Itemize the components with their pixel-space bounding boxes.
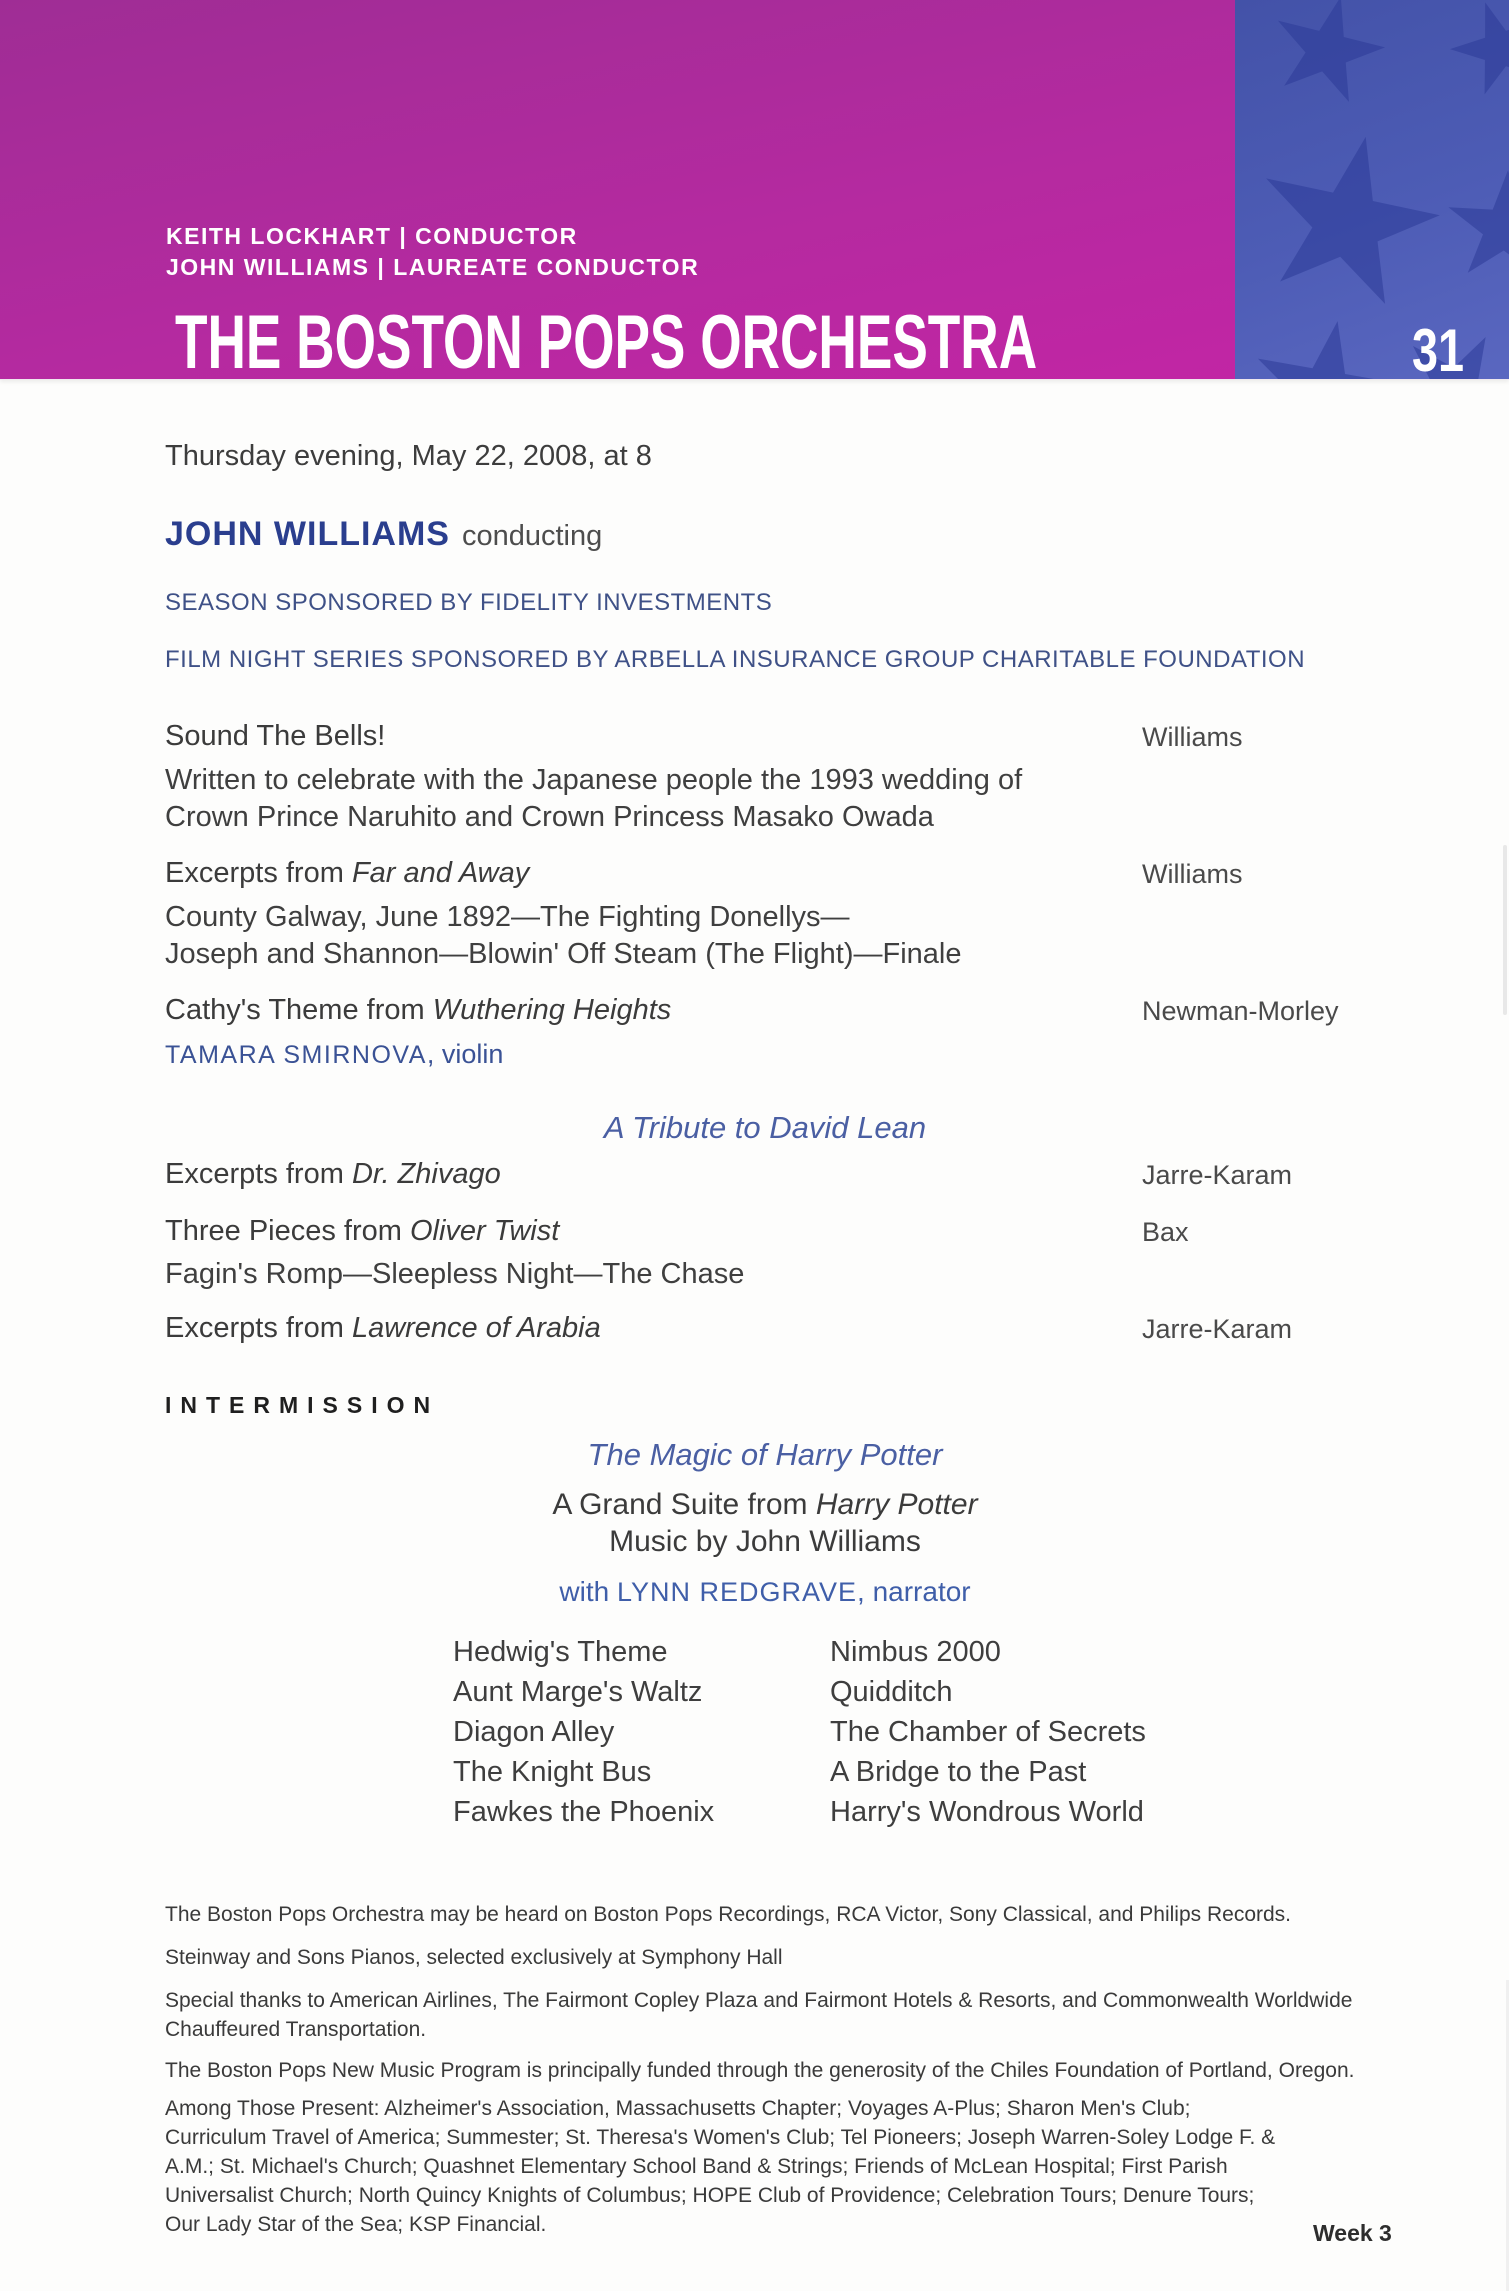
movement-item: Quidditch — [830, 1676, 953, 1708]
footnote-thanks: Special thanks to American Airlines, The Fairmont Copley Plaza and Fairmont Hotels & Resorts, and Commonwealth Worldwide Chauffeured Transportation. — [165, 1989, 1353, 2041]
concert-date: Thursday evening, May 22, 2008, at 8 — [165, 440, 652, 472]
work-note-line: Written to celebrate with the Japanese people the 1993 wedding of — [165, 764, 1023, 796]
work-title-italic: Lawrence of Arabia — [351, 1312, 601, 1344]
section-heading-tribute: A Tribute to David Lean — [603, 1110, 927, 1145]
star-panel — [1235, 0, 1509, 384]
narrator-suffix: , narrator — [857, 1576, 971, 1607]
suite-line-italic: Harry Potter — [815, 1488, 978, 1521]
scan-artifact — [1503, 845, 1507, 1015]
footnote-groups: Among Those Present: Alzheimer's Association, Massachusetts Chapter; Voyages A-Plus; Sharon Men's Club; Curriculum Travel of America; Summester; St. Theresa's Women's Club; Tel Pioneers; Joseph Warren-Soley Lodge F. & A.M.; St. Michael's Church; Quashnet Elementary School Band & Strings; Friends of McLean Hospital; First Parish Universalist Church; North Quincy Knights of Columbus; HOPE Club of Providence; Celebration Tours; Denure Tours; Our Lady Star of the Sea; KSP Financial. — [165, 2097, 1276, 2236]
conductor-line-2: JOHN WILLIAMS | LAUREATE CONDUCTOR — [166, 254, 700, 280]
conductor-credits — [166, 221, 699, 283]
work-note-line: Fagin's Romp—Sleepless Night—The Chase — [165, 1258, 745, 1290]
work-title-italic: Oliver Twist — [409, 1215, 560, 1247]
season-sponsor: SEASON SPONSORED BY FIDELITY INVESTMENTS — [165, 589, 773, 616]
conductor-role: conducting — [461, 520, 603, 552]
work-title-italic: Dr. Zhivago — [351, 1158, 501, 1190]
section-heading-magic: The Magic of Harry Potter — [587, 1437, 943, 1472]
footnote-recordings: The Boston Pops Orchestra may be heard on Boston Pops Recordings, RCA Victor, Sony Classical, and Philips Records. — [165, 1903, 1292, 1926]
music-by-line: Music by John Williams — [609, 1525, 921, 1558]
work-title — [165, 720, 385, 753]
intermission-label: INTERMISSION — [165, 1392, 440, 1418]
work-note-line: Crown Prince Naruhito and Crown Princess Masako Owada — [165, 801, 934, 833]
star-icon — [1239, 308, 1412, 379]
movement-item: Harry's Wondrous World — [830, 1796, 1144, 1828]
movement-list-right — [830, 1632, 1146, 1832]
composer: Williams — [1142, 722, 1243, 752]
composer: Jarre-Karam — [1142, 1314, 1293, 1344]
work-title — [165, 857, 529, 890]
movement-item: The Chamber of Secrets — [830, 1716, 1146, 1748]
work-title-text: Three Pieces from — [165, 1215, 410, 1247]
header-band — [0, 0, 1509, 385]
page-title: THE BOSTON POPS ORCHESTRA — [175, 300, 1038, 385]
work-notes — [165, 899, 961, 973]
movement-item: Diagon Alley — [453, 1716, 615, 1748]
movement-list-left — [453, 1632, 714, 1832]
star-icon — [1442, 167, 1509, 288]
soloist-credit — [165, 1039, 503, 1070]
page-number: 31 — [1412, 317, 1465, 384]
work-title — [165, 1158, 501, 1191]
star-icon — [1438, 0, 1509, 109]
composer: Williams — [1142, 859, 1243, 889]
footnote-new-music: The Boston Pops New Music Program is principally funded through the generosity of the Chiles Foundation of Portland, Oregon. — [165, 2059, 1355, 2082]
narrator-name: LYNN REDGRAVE — [616, 1577, 858, 1607]
narrator-credit — [165, 1576, 1365, 1608]
movement-item: Hedwig's Theme — [453, 1636, 668, 1668]
work-title-italic: Wuthering Heights — [432, 994, 672, 1026]
composer: Newman-Morley — [1142, 996, 1339, 1026]
star-icon — [1239, 118, 1456, 328]
composer: Bax — [1142, 1217, 1189, 1247]
narrator-prefix: with — [559, 1576, 617, 1607]
work-title-text: Cathy's Theme from — [165, 994, 433, 1026]
work-title-text: Excerpts from — [165, 1312, 352, 1344]
work-title-italic: Far and Away — [351, 857, 530, 889]
movement-item: Nimbus 2000 — [830, 1636, 1001, 1668]
soloist-name: TAMARA SMIRNOVA — [165, 1041, 427, 1069]
composer: Jarre-Karam — [1142, 1160, 1293, 1190]
conducting-credit — [165, 515, 602, 554]
star-icon — [1258, 0, 1396, 117]
movement-item: Aunt Marge's Waltz — [453, 1676, 703, 1708]
work-title-text: Excerpts from — [165, 857, 352, 889]
work-note-line: Joseph and Shannon—Blowin' Off Steam (The Flight)—Finale — [165, 938, 962, 970]
suite-line-text: A Grand Suite from — [552, 1488, 816, 1521]
work-title-text: Excerpts from — [165, 1158, 352, 1190]
series-sponsor: FILM NIGHT SERIES SPONSORED BY ARBELLA INSURANCE GROUP CHARITABLE FOUNDATION — [165, 646, 1306, 673]
footnote-steinway: Steinway and Sons Pianos, selected exclusively at Symphony Hall — [165, 1946, 783, 1969]
work-title-text: Sound The Bells! — [165, 720, 386, 752]
week-label: Week 3 — [1313, 2220, 1392, 2246]
work-notes — [165, 762, 1022, 836]
work-title — [165, 994, 671, 1027]
work-title — [165, 1215, 559, 1248]
movement-item: Fawkes the Phoenix — [453, 1796, 715, 1828]
soloist-role: , violin — [426, 1039, 504, 1069]
suite-line — [165, 1488, 1365, 1522]
movement-item: A Bridge to the Past — [830, 1756, 1087, 1788]
movement-item: The Knight Bus — [453, 1756, 652, 1788]
conductor-line-1: KEITH LOCKHART | CONDUCTOR — [166, 223, 578, 249]
work-note-line: County Galway, June 1892—The Fighting Donellys— — [165, 901, 850, 933]
work-title — [165, 1312, 601, 1345]
conductor-name: JOHN WILLIAMS — [165, 515, 450, 553]
work-notes — [165, 1256, 744, 1293]
